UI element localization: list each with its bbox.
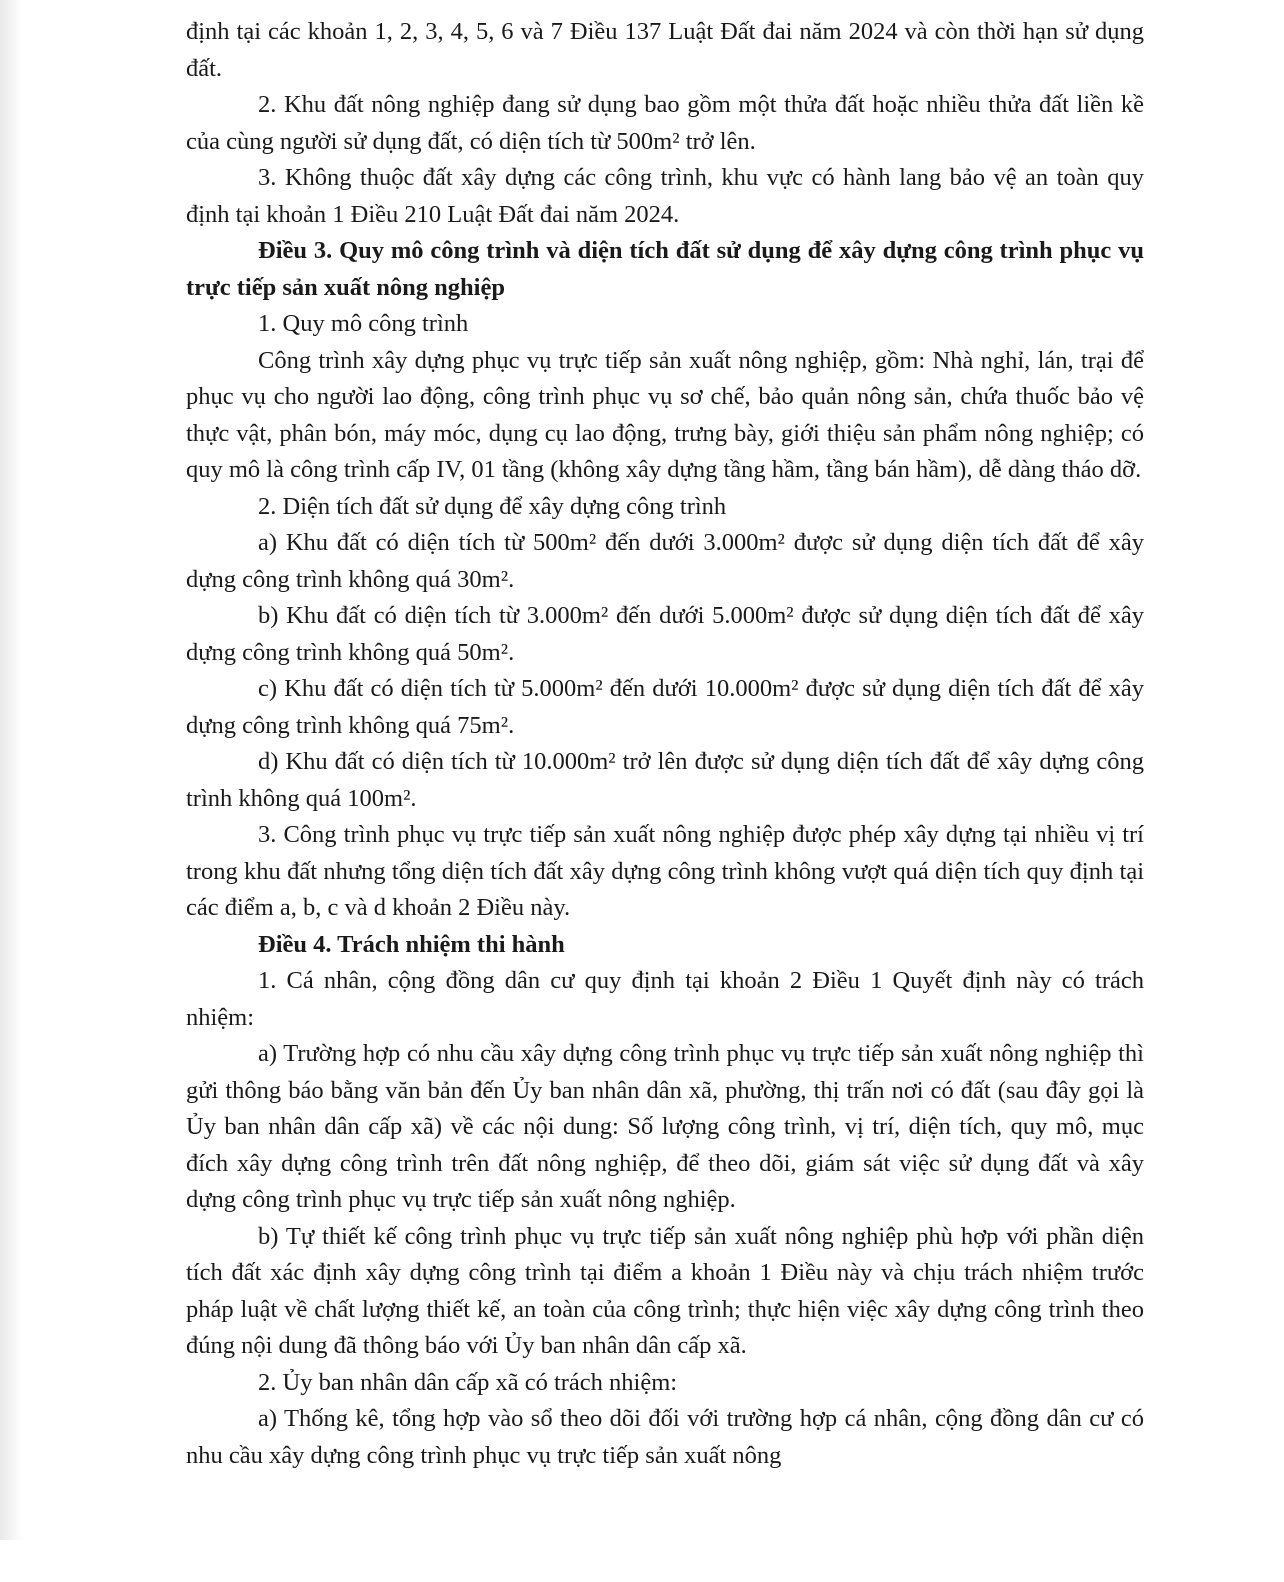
paragraph: b) Khu đất có diện tích từ 3.000m² đến dưới 5.000m² được sử dụng diện tích đất để xây dựng công trình không quá 50m². bbox=[186, 602, 1144, 666]
page-bottom-margin bbox=[0, 1540, 1284, 1582]
paragraph: 1. Quy mô công trình bbox=[258, 310, 469, 337]
paragraph: 3. Công trình phục vụ trực tiếp sản xuất nông nghiệp được phép xây dựng tại nhiều vị trí trong khu đất nhưng tổng diện tích đất xây dựng công trình không vượt quá diện tích quy định tại các điểm a, b, c và d khoản 2 Điều này. bbox=[186, 821, 1144, 921]
paragraph: d) Khu đất có diện tích từ 10.000m² trở lên được sử dụng diện tích đất để xây dựng công trình không quá 100m². bbox=[186, 748, 1144, 812]
paragraph: a) Thống kê, tổng hợp vào sổ theo dõi đối với trường hợp cá nhân, cộng đồng dân cư có nhu cầu xây dựng công trình phục vụ trực tiếp sản xuất nông bbox=[186, 1405, 1144, 1469]
paragraph: c) Khu đất có diện tích từ 5.000m² đến dưới 10.000m² được sử dụng diện tích đất để xây dựng công trình không quá 75m². bbox=[186, 675, 1144, 739]
paragraph: 2. Ủy ban nhân dân cấp xã có trách nhiệm: bbox=[258, 1368, 678, 1396]
paragraph: 2. Diện tích đất sử dụng để xây dựng công trình bbox=[258, 492, 727, 520]
paragraph: 3. Không thuộc đất xây dựng các công trình, khu vực có hành lang bảo vệ an toàn quy định tại khoản 1 Điều 210 Luật Đất đai năm 2024. bbox=[186, 164, 1144, 228]
paragraph: b) Tự thiết kế công trình phục vụ trực tiếp sản xuất nông nghiệp phù hợp với phần diện tích đất xác định xây dựng công trình tại điểm a khoản 1 Điều này và chịu trách nhiệm trước pháp luật về chất lượng thiết kế, an toàn của công trình; thực hiện việc xây dựng công trình theo đúng nội dung đã thông báo với Ủy ban nhân dân cấp xã. bbox=[186, 1222, 1144, 1359]
article-heading: Điều 4. Trách nhiệm thi hành bbox=[258, 930, 565, 958]
document-body bbox=[186, 14, 1144, 1474]
article-heading: Điều 3. Quy mô công trình và diện tích đất sử dụng để xây dựng công trình phục vụ trực tiếp sản xuất nông nghiệp bbox=[186, 237, 1144, 301]
paragraph: 2. Khu đất nông nghiệp đang sử dụng bao gồm một thửa đất hoặc nhiều thửa đất liền kề của cùng người sử dụng đất, có diện tích từ 500m² trở lên. bbox=[186, 91, 1144, 155]
paragraph: 1. Cá nhân, cộng đồng dân cư quy định tại khoản 2 Điều 1 Quyết định này có trách nhiệm: bbox=[186, 967, 1144, 1031]
paragraph: định tại các khoản 1, 2, 3, 4, 5, 6 và 7 Điều 137 Luật Đất đai năm 2024 và còn thời hạn sử dụng đất. bbox=[186, 18, 1144, 82]
paragraph: Công trình xây dựng phục vụ trực tiếp sản xuất nông nghiệp, gồm: Nhà nghỉ, lán, trại để phục vụ cho người lao động, công trình phục vụ sơ chế, bảo quản nông sản, chứa thuốc bảo vệ thực vật, phân bón, máy móc, dụng cụ lao động, trưng bày, giới thiệu sản phẩm nông nghiệp; có quy mô là công trình cấp IV, 01 tầng (không xây dựng tầng hầm, tầng bán hầm), dễ dàng tháo dỡ. bbox=[186, 346, 1144, 483]
page-edge-shadow bbox=[0, 0, 22, 1582]
paragraph: a) Trường hợp có nhu cầu xây dựng công trình phục vụ trực tiếp sản xuất nông nghiệp thì gửi thông báo bằng văn bản đến Ủy ban nhân dân xã, phường, thị trấn nơi có đất (sau đây gọi là Ủy ban nhân dân cấp xã) về các nội dung: Số lượng công trình, vị trí, diện tích, quy mô, mục đích xây dựng công trình trên đất nông nghiệp, để theo dõi, giám sát việc sử dụng đất và xây dựng công trình phục vụ trực tiếp sản xuất nông nghiệp. bbox=[186, 1040, 1144, 1213]
paragraph: a) Khu đất có diện tích từ 500m² đến dưới 3.000m² được sử dụng diện tích đất để xây dựng công trình không quá 30m². bbox=[186, 529, 1144, 593]
